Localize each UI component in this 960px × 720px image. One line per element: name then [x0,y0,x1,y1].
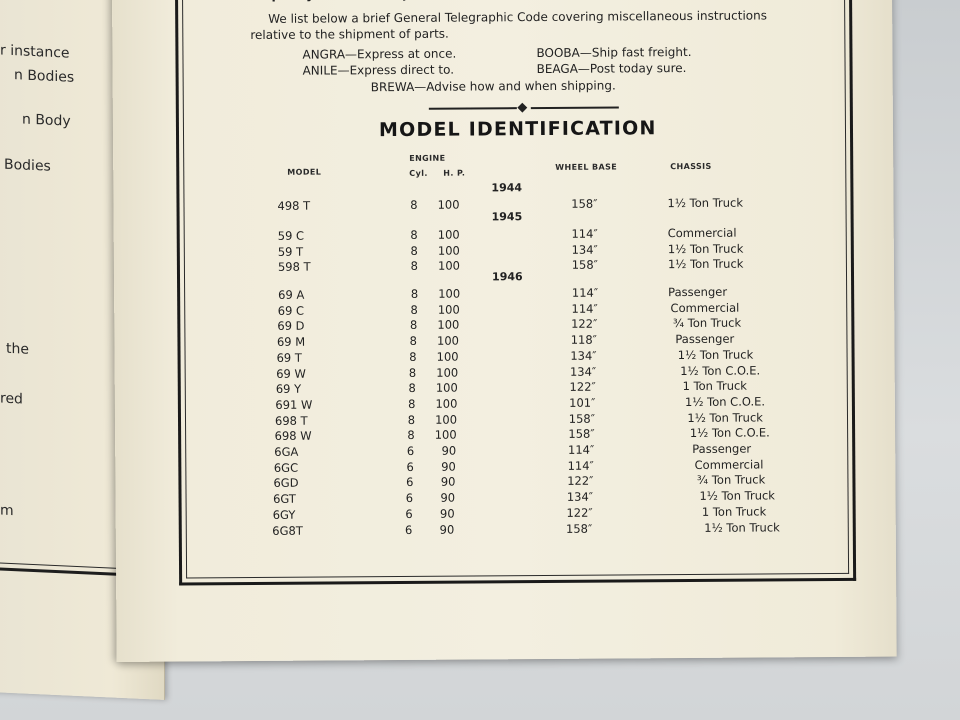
model-cell: 69 Y [275,381,302,397]
chassis-cell: Commercial [670,300,740,315]
cylinders-cell: 6 [404,522,413,537]
chassis-cell: ¾ Ton Truck [696,472,766,488]
table-row [272,519,832,539]
cylinders-cell: 8 [409,318,418,333]
chassis-cell: 1½ Ton Truck [667,195,744,211]
table-row [278,256,838,276]
wheel-base-cell: 122″ [566,505,593,520]
left-page-line: m [0,502,14,520]
chassis-cell: 1 Ton Truck [682,378,747,394]
model-cell: 69 W [276,366,306,381]
horsepower-cell: 90 [441,459,456,474]
horsepower-cell: 90 [441,443,457,458]
year-heading: 1945 [491,210,523,224]
horsepower-cell: 100 [436,333,460,348]
cylinders-cell: 6 [405,491,414,506]
table-row [277,195,837,215]
wheel-base-cell: 134″ [566,489,594,504]
model-cell: 69 C [277,303,305,318]
model-cell: 691 W [275,397,313,412]
intro-line-1: We list below a brief General Telegraphic Code covering miscellaneous instructions [268,8,768,26]
model-cell: 59 C [277,228,305,243]
wheel-base-cell: 122″ [571,317,598,332]
chassis-cell: 1½ Ton Truck [677,347,754,362]
wheel-base-cell: 158″ [565,521,593,536]
chassis-cell: 1½ Ton Truck [687,410,763,425]
horsepower-cell: 100 [435,396,458,411]
page-title: MODEL IDENTIFICATION [378,117,657,142]
cylinders-cell: 8 [410,286,419,301]
horsepower-cell: 90 [439,506,455,521]
left-page-line: r instance [0,42,70,62]
chassis-cell: 1½ Ton C.O.E. [684,394,766,409]
horsepower-cell: 100 [437,243,460,258]
model-cell: 69 D [277,319,305,334]
code-beaga: BEAGA—Post today sure. [536,60,687,77]
page-content [184,0,848,579]
cylinders-cell: 8 [410,259,418,274]
cylinders-cell: 8 [407,428,415,443]
chassis-cell: Commercial [694,457,764,472]
cylinders-cell: 8 [408,381,416,396]
wheel-base-cell: 158″ [568,426,595,442]
chassis-cell: 1½ Ton Truck [667,256,744,272]
model-cell: 69 T [276,350,302,365]
header-model: MODEL [287,167,322,177]
left-page-line: red [0,390,23,408]
model-cell: 598 T [277,260,311,275]
chassis-cell: Passenger [692,441,752,456]
chassis-cell: 1½ Ton C.O.E. [689,425,770,441]
section-divider-ornament [429,103,619,112]
cylinders-cell: 6 [406,475,414,490]
cylinders-cell: 8 [410,243,418,258]
header-chassis: CHASSIS [670,161,712,172]
header-wheel-base: WHEEL BASE [555,162,618,172]
cylinders-cell: 8 [408,365,417,380]
wheel-base-cell: 114″ [571,285,599,300]
chassis-cell: 1 Ton Truck [701,504,767,519]
cylinders-cell: 8 [410,227,418,242]
chassis-cell: 1½ Ton Truck [704,519,780,535]
model-cell: 69 M [276,334,306,349]
cylinders-cell: 8 [410,197,418,212]
wheel-base-cell: 114″ [571,301,598,316]
left-page-line: the [6,340,29,358]
model-cell: 498 T [277,198,311,213]
horsepower-cell: 90 [440,475,456,490]
wheel-base-cell: 134″ [570,348,597,363]
left-page-line: n Body [22,111,71,130]
cylinders-cell: 8 [409,349,417,364]
wheel-base-cell: 122″ [569,379,596,395]
cylinders-cell: 8 [408,396,416,411]
left-page-border [0,0,128,576]
cylinders-cell: 6 [406,459,414,474]
model-cell: 6G8T [272,523,303,538]
chassis-cell: 1½ Ton Truck [667,241,744,256]
wheel-base-cell: 114″ [567,442,595,457]
code-brewa: BREWA—Advise how and when shipping. [370,78,616,95]
left-page-line: Bodies [4,156,51,175]
wheel-base-cell: 134″ [569,364,597,379]
cylinders-cell: 6 [406,443,415,458]
horsepower-cell: 100 [435,412,458,427]
wheel-base-cell: 158″ [571,258,598,273]
horsepower-cell: 100 [437,197,460,212]
chassis-cell: ¾ Ton Truck [672,316,742,331]
horsepower-cell: 100 [436,349,459,364]
wheel-base-cell: 122″ [567,474,594,489]
manual-page [112,0,897,662]
wheel-base-cell: 158″ [568,411,596,426]
horsepower-cell: 100 [437,302,460,317]
chassis-cell: 1½ Ton Truck [699,488,776,504]
horsepower-cell: 100 [434,427,457,443]
header-engine: ENGINE [409,153,446,163]
cylinders-cell: 8 [409,333,418,349]
header-cyl: Cyl. [409,168,428,178]
chassis-cell: Passenger [668,284,728,300]
chassis-cell: Passenger [675,331,735,347]
wheel-base-cell: 118″ [570,332,598,347]
header-hp: H. P. [443,168,466,178]
cylinders-cell: 6 [405,506,413,521]
model-cell: 59 T [277,244,304,259]
model-cell: 6GT [273,491,296,506]
intro-line-2: relative to the shipment of parts. [250,26,449,43]
code-anile: ANILE—Express direct to. [302,62,455,78]
horsepower-cell: 100 [436,365,459,380]
wheel-base-cell: 114″ [567,458,594,473]
wheel-base-cell: 158″ [571,196,598,211]
chassis-cell: Commercial [667,225,737,241]
horsepower-cell: 100 [437,227,460,242]
wheel-base-cell: 134″ [571,242,598,257]
wheel-base-cell: 114″ [571,226,598,241]
horsepower-cell: 100 [437,317,460,333]
telegraphic-code-intro [250,7,780,43]
year-heading: 1946 [491,270,523,284]
model-cell: 698 T [274,413,308,428]
horsepower-cell: 90 [439,522,455,537]
model-cell: 6GC [273,460,299,475]
model-cell: 69 A [278,287,305,302]
cylinders-cell: 8 [410,302,418,317]
model-cell: 698 W [274,428,312,444]
code-angra: ANGRA—Express at once. [302,46,457,62]
model-cell: 6GD [273,476,299,491]
left-page-line: n Bodies [14,67,75,86]
horsepower-cell: 100 [435,380,458,395]
horsepower-cell: 100 [438,286,461,301]
model-cell: 6GY [272,507,296,522]
cylinders-cell: 8 [407,412,416,427]
horsepower-cell: 90 [440,490,456,505]
horsepower-cell: 100 [437,258,460,274]
chassis-cell: 1½ Ton C.O.E. [680,362,761,378]
model-cell: 6GA [274,444,299,459]
year-heading: 1944 [491,181,523,195]
shipping-instruction-line [264,0,816,2]
wheel-base-cell: 101″ [569,395,596,410]
code-booba: BOOBA—Ship fast freight. [536,44,692,61]
